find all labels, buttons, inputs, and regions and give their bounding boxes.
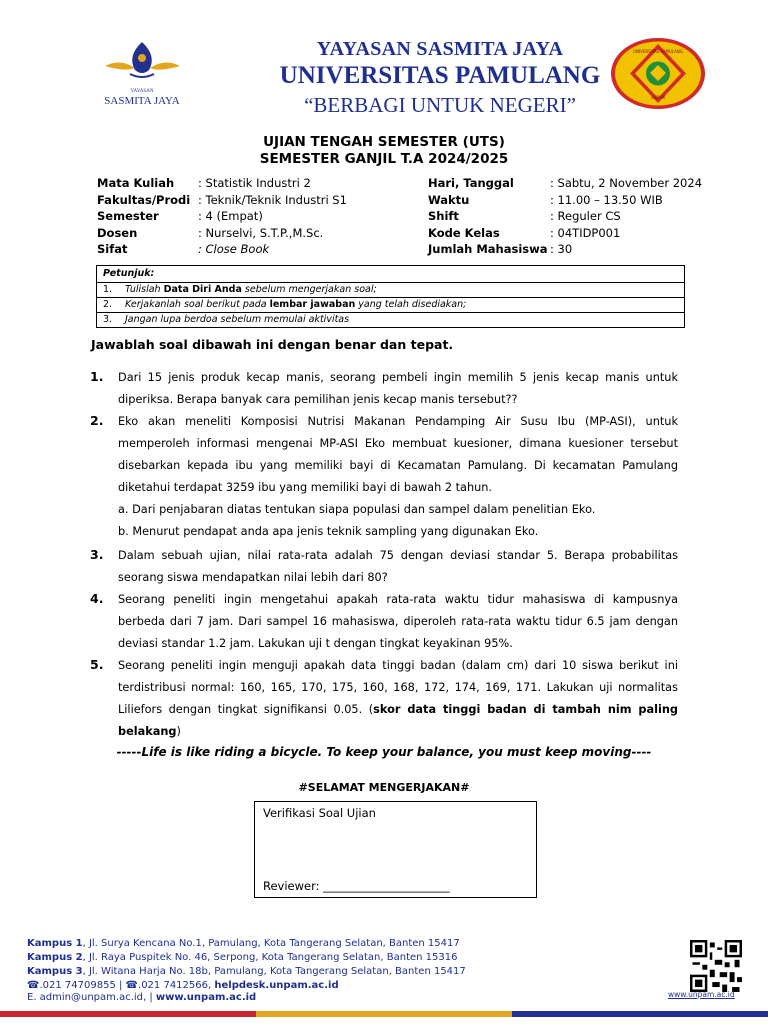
question-text: Dalam sebuah ujian, nilai rata-rata adalah 75 dengan deviasi standar 5. Berapa probabilitas seorang siswa mendapatkan nilai lebih dari 80? [118, 549, 678, 584]
instruction-text: Tulislah Data Diri Anda sebelum mengerjakan soal; [125, 284, 377, 295]
info-label: Hari, Tanggal [428, 176, 514, 190]
question-number: 1. [90, 369, 104, 384]
instruction-row [97, 297, 684, 311]
reviewer-line: Reviewer: ______________________ [263, 879, 450, 893]
closing-greeting: #SELAMAT MENGERJAKAN# [298, 781, 470, 794]
footer-color-stripe [0, 1011, 768, 1017]
info-label: Mata Kuliah [97, 176, 175, 190]
info-left-labels [97, 175, 190, 258]
seal-bottom-text: UNPAM [650, 95, 666, 100]
campus-2-address [27, 952, 457, 963]
info-value: : Teknik/Teknik Industri S1 [198, 192, 347, 207]
info-value: : 04TIDP001 [550, 225, 621, 240]
stripe-gold [256, 1011, 512, 1017]
contact-line [27, 980, 339, 991]
sasmita-jaya-logo [95, 36, 190, 108]
info-value: : Statistik Industri 2 [198, 176, 311, 190]
campus-3-address [27, 966, 466, 977]
instruction-row [97, 312, 684, 326]
question-number: 3. [90, 547, 104, 562]
info-label: Fakultas/Prodi [97, 192, 191, 207]
university-slogan: “BERBAGI UNTUK NEGERI” [304, 93, 576, 117]
qr-code-icon [690, 940, 742, 992]
info-value: : 11.00 – 13.50 WIB [550, 192, 663, 207]
info-label: Dosen [97, 225, 138, 240]
info-label: Semester [97, 209, 159, 224]
question-number: 5. [90, 657, 104, 672]
info-value: : 4 (Empat) [198, 209, 263, 224]
campus-address: , Jl. Raya Puspitek No. 46, Serpong, Kota Tangerang Selatan, Banten 15316 [82, 952, 458, 963]
question-text: Eko akan meneliti Komposisi Nutrisi Makanan Pendamping Air Susu Ibu (MP-ASI), untuk memperoleh informasi mengenai MP-ASI Eko membuat kuesioner, dimana kuesioner tersebut disebarkan kepada ibu yang memiliki bayi di Kecamatan Pamulang. Di kecamatan Pamulang diketahui terdapat 3259 ibu yang memiliki bayi di bawah 2 tahun. [118, 415, 678, 494]
info-label: Jumlah Mahasiswa [428, 242, 548, 257]
phone-icon: ☎ [27, 980, 40, 991]
instruction-number: 3. [103, 314, 113, 325]
question-text: Seorang peneliti ingin mengetahui apakah rata-rata waktu tidur mahasiswa di kampusnya berbeda dari 7 jam. Dari sampel 16 mahasiswa, diperoleh rata-rata waktu tidur 6.5 jam dengan deviasi standar 1.2 jam. Lakukan uji t dengan tingkat keyakinan 95%. [118, 593, 678, 650]
instruction-number: 2. [103, 299, 113, 310]
stripe-navy [512, 1011, 768, 1017]
question-sub-a: a. Dari penjabaran diatas tentukan siapa populasi dan sampel dalam penelitian Eko. [118, 503, 596, 516]
info-right-labels [428, 175, 548, 258]
campus-address: , Jl. Surya Kencana No.1, Pamulang, Kota Tangerang Selatan, Banten 15417 [82, 938, 460, 949]
info-value: : 30 [550, 242, 573, 257]
fax-number: .021 7412566, [138, 980, 215, 991]
helpdesk-link[interactable]: helpdesk.unpam.ac.id [214, 980, 339, 991]
instruction-text: Kerjakanlah soal berikut pada lembar jawaban yang telah disediakan; [125, 299, 467, 310]
website-small-link[interactable]: www.unpam.ac.id [668, 990, 735, 999]
campus-label: Kampus 1 [27, 938, 83, 949]
question-sub-b: b. Menurut pendapat anda apa jenis teknik sampling yang digunakan Eko. [118, 525, 539, 538]
question-text-main: Seorang peneliti ingin menguji apakah data tinggi badan (dalam cm) dari 10 siswa berikut ini terdistribusi normal: 160, 165, 170, 175, 160, 168, 172, 174, 169, 171. Lakukan uji normalitas Liliefors dengan tingkat signifikansi 0.05. ( [118, 659, 678, 716]
info-label: Kode Kelas [428, 225, 500, 240]
email-web-line [27, 992, 256, 1003]
info-value: : Close Book [198, 242, 270, 257]
campus-1-address [27, 938, 460, 949]
exam-semester: SEMESTER GANJIL T.A 2024/2025 [259, 151, 509, 167]
instructions-box [96, 265, 685, 328]
email[interactable]: E. admin@unpam.ac.id, | [27, 992, 156, 1003]
motto: -----Life is like riding a bicycle. To keep your balance, you must keep moving---- [116, 745, 652, 759]
university-name: UNIVERSITAS PAMULANG [279, 62, 601, 89]
instruction-text: Jangan lupa berdoa sebelum memulai aktivitas [125, 314, 350, 325]
campus-label: Kampus 2 [27, 952, 83, 963]
seal-top-text: UNIVERSITAS PAMULANG [633, 49, 683, 54]
verification-title: Verifikasi Soal Ujian [263, 806, 376, 820]
foundation-name: YAYASAN SASMITA JAYA [316, 38, 564, 60]
info-right-values [550, 175, 702, 258]
question-text-bold: skor data tinggi badan di tambah nim paling belakang [118, 703, 678, 738]
instruction-number: 1. [103, 284, 113, 295]
info-value: : Reguler CS [550, 209, 621, 224]
info-value: : Sabtu, 2 November 2024 [550, 176, 703, 190]
info-value: : Nurselvi, S.T.P.,M.Sc. [198, 225, 324, 240]
website-link[interactable]: www.unpam.ac.id [155, 992, 257, 1003]
campus-address: , Jl. Witana Harja No. 18b, Pamulang, Kota Tangerang Selatan, Banten 15417 [82, 966, 466, 977]
question-text [118, 655, 678, 743]
phone-number: .021 74709855 | [39, 980, 126, 991]
unpam-seal-logo [610, 37, 706, 110]
question-number: 2. [90, 413, 104, 428]
info-left-values [198, 175, 347, 258]
instructions-title: Petunjuk: [103, 268, 155, 279]
info-label: Shift [428, 209, 459, 224]
question-text: Dari 15 jenis produk kecap manis, seorang pembeli ingin memilih 5 jenis kecap manis untuk diperiksa. Berapa banyak cara pemilihan jenis kecap manis tersebut?? [118, 371, 678, 406]
logo-name-text: SASMITA JAYA [104, 95, 180, 107]
campus-label: Kampus 3 [27, 966, 83, 977]
question-text-end: ) [176, 725, 181, 738]
info-label: Sifat [97, 242, 128, 257]
info-label: Waktu [428, 192, 470, 207]
verification-box [254, 801, 537, 898]
fax-icon: ☎ [125, 980, 139, 991]
question-number: 4. [90, 591, 104, 606]
instruction-row [97, 282, 684, 296]
stripe-red [0, 1011, 256, 1017]
exam-title: UJIAN TENGAH SEMESTER (UTS) [263, 134, 505, 150]
general-instruction: Jawablah soal dibawah ini dengan benar dan tepat. [91, 337, 454, 352]
logo-small-text: YAYASAN [130, 89, 154, 94]
